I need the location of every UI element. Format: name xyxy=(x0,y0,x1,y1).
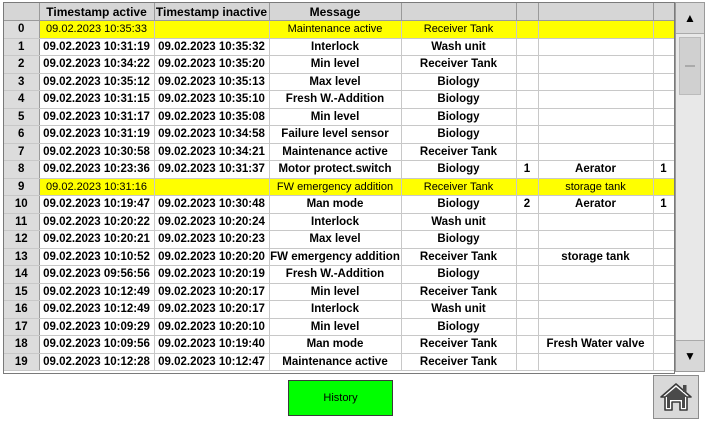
group-cell: Biology xyxy=(401,126,516,144)
object-cell xyxy=(538,283,653,301)
timestamp-inactive-cell: 09.02.2023 10:35:10 xyxy=(154,91,269,109)
row-index-cell: 17 xyxy=(4,318,39,336)
table-row[interactable] xyxy=(4,283,674,301)
table-row[interactable] xyxy=(4,213,674,231)
group-cell: Wash unit xyxy=(401,213,516,231)
flag-cell xyxy=(653,178,674,196)
object-cell xyxy=(538,126,653,144)
timestamp-active-cell: 09.02.2023 10:10:52 xyxy=(39,248,154,266)
group-cell: Biology xyxy=(401,231,516,249)
history-button-label: History xyxy=(323,392,358,404)
row-index-cell: 14 xyxy=(4,266,39,284)
row-index-cell: 5 xyxy=(4,108,39,126)
number-cell xyxy=(516,91,538,109)
flag-cell xyxy=(653,231,674,249)
message-cell: Motor protect.switch xyxy=(269,161,401,179)
message-cell: Min level xyxy=(269,318,401,336)
flag-cell xyxy=(653,38,674,56)
flag-cell: 1 xyxy=(653,196,674,214)
timestamp-active-cell: 09.02.2023 10:20:21 xyxy=(39,231,154,249)
home-icon xyxy=(659,381,693,413)
row-index-cell: 11 xyxy=(4,213,39,231)
object-cell: Fresh Water valve xyxy=(538,336,653,354)
table-row[interactable] xyxy=(4,266,674,284)
table-header-row xyxy=(4,3,674,21)
flag-cell xyxy=(653,56,674,74)
message-cell: Min level xyxy=(269,283,401,301)
triangle-up-icon: ▲ xyxy=(684,11,696,25)
row-index-cell: 13 xyxy=(4,248,39,266)
column-header-number[interactable] xyxy=(516,3,538,21)
message-cell: Maintenance active xyxy=(269,143,401,161)
row-index-cell: 0 xyxy=(4,21,39,39)
timestamp-inactive-cell: 09.02.2023 10:34:21 xyxy=(154,143,269,161)
group-cell: Biology xyxy=(401,91,516,109)
timestamp-inactive-cell: 09.02.2023 10:34:58 xyxy=(154,126,269,144)
group-cell: Receiver Tank xyxy=(401,283,516,301)
alarm-table-container xyxy=(3,2,675,374)
group-cell: Receiver Tank xyxy=(401,21,516,39)
object-cell xyxy=(538,73,653,91)
message-cell: FW emergency addition xyxy=(269,248,401,266)
message-cell: Man mode xyxy=(269,196,401,214)
table-row[interactable] xyxy=(4,108,674,126)
message-cell: Failure level sensor xyxy=(269,126,401,144)
timestamp-inactive-cell: 09.02.2023 10:35:32 xyxy=(154,38,269,56)
number-cell xyxy=(516,126,538,144)
alarm-table xyxy=(4,3,675,371)
group-cell: Biology xyxy=(401,196,516,214)
table-row[interactable] xyxy=(4,231,674,249)
group-cell: Biology xyxy=(401,73,516,91)
timestamp-active-cell: 09.02.2023 10:09:29 xyxy=(39,318,154,336)
table-row[interactable] xyxy=(4,161,674,179)
timestamp-inactive-cell: 09.02.2023 10:31:37 xyxy=(154,161,269,179)
number-cell xyxy=(516,266,538,284)
table-row[interactable] xyxy=(4,318,674,336)
row-index-cell: 6 xyxy=(4,126,39,144)
row-index-cell: 9 xyxy=(4,178,39,196)
timestamp-active-cell: 09.02.2023 10:31:16 xyxy=(39,178,154,196)
number-cell: 1 xyxy=(516,161,538,179)
table-row[interactable] xyxy=(4,143,674,161)
message-cell: Man mode xyxy=(269,336,401,354)
timestamp-active-cell: 09.02.2023 10:31:15 xyxy=(39,91,154,109)
number-cell: 2 xyxy=(516,196,538,214)
group-cell: Receiver Tank xyxy=(401,143,516,161)
number-cell xyxy=(516,248,538,266)
row-index-cell: 7 xyxy=(4,143,39,161)
table-row[interactable] xyxy=(4,38,674,56)
message-cell: Interlock xyxy=(269,38,401,56)
scrollbar-thumb[interactable] xyxy=(679,37,701,95)
number-cell xyxy=(516,231,538,249)
number-cell xyxy=(516,301,538,319)
object-cell xyxy=(538,143,653,161)
message-cell: FW emergency addition xyxy=(269,178,401,196)
timestamp-inactive-cell xyxy=(154,21,269,39)
column-header-timestamp-active[interactable]: Timestamp active xyxy=(39,3,154,21)
timestamp-active-cell: 09.02.2023 10:12:49 xyxy=(39,301,154,319)
timestamp-active-cell: 09.02.2023 10:34:22 xyxy=(39,56,154,74)
message-cell: Fresh W.-Addition xyxy=(269,266,401,284)
timestamp-inactive-cell: 09.02.2023 10:20:17 xyxy=(154,283,269,301)
row-index-cell: 10 xyxy=(4,196,39,214)
table-row[interactable] xyxy=(4,91,674,109)
flag-cell xyxy=(653,21,674,39)
table-row[interactable] xyxy=(4,56,674,74)
group-cell: Wash unit xyxy=(401,301,516,319)
flag-cell xyxy=(653,266,674,284)
number-cell xyxy=(516,143,538,161)
timestamp-active-cell: 09.02.2023 10:09:56 xyxy=(39,336,154,354)
row-index-cell: 12 xyxy=(4,231,39,249)
object-cell: Aerator xyxy=(538,196,653,214)
flag-cell xyxy=(653,318,674,336)
timestamp-active-cell: 09.02.2023 10:35:33 xyxy=(39,21,154,39)
scroll-up-button[interactable] xyxy=(676,3,704,34)
group-cell: Biology xyxy=(401,161,516,179)
number-cell xyxy=(516,56,538,74)
object-cell: Aerator xyxy=(538,161,653,179)
row-index-cell: 15 xyxy=(4,283,39,301)
column-header-index[interactable] xyxy=(4,3,39,21)
flag-cell xyxy=(653,143,674,161)
timestamp-inactive-cell: 09.02.2023 10:12:47 xyxy=(154,353,269,371)
flag-cell xyxy=(653,353,674,371)
object-cell: storage tank xyxy=(538,178,653,196)
timestamp-inactive-cell: 09.02.2023 10:19:40 xyxy=(154,336,269,354)
object-cell xyxy=(538,91,653,109)
number-cell xyxy=(516,108,538,126)
timestamp-active-cell: 09.02.2023 10:31:19 xyxy=(39,126,154,144)
object-cell xyxy=(538,266,653,284)
flag-cell xyxy=(653,283,674,301)
timestamp-active-cell: 09.02.2023 10:31:17 xyxy=(39,108,154,126)
number-cell xyxy=(516,283,538,301)
row-index-cell: 8 xyxy=(4,161,39,179)
table-row[interactable] xyxy=(4,336,674,354)
row-index-cell: 1 xyxy=(4,38,39,56)
column-header-message[interactable]: Message xyxy=(269,3,401,21)
flag-cell xyxy=(653,126,674,144)
message-cell: Min level xyxy=(269,56,401,74)
table-row[interactable] xyxy=(4,21,674,39)
table-row[interactable] xyxy=(4,196,674,214)
flag-cell xyxy=(653,213,674,231)
group-cell: Receiver Tank xyxy=(401,178,516,196)
group-cell: Biology xyxy=(401,108,516,126)
row-index-cell: 2 xyxy=(4,56,39,74)
table-row[interactable] xyxy=(4,248,674,266)
message-cell: Max level xyxy=(269,73,401,91)
timestamp-active-cell: 09.02.2023 09:56:56 xyxy=(39,266,154,284)
table-row[interactable] xyxy=(4,353,674,371)
timestamp-active-cell: 09.02.2023 10:31:19 xyxy=(39,38,154,56)
triangle-down-icon: ▼ xyxy=(684,349,696,363)
home-button[interactable] xyxy=(653,375,699,419)
number-cell xyxy=(516,21,538,39)
message-cell: Maintenance active xyxy=(269,21,401,39)
timestamp-active-cell: 09.02.2023 10:19:47 xyxy=(39,196,154,214)
timestamp-active-cell: 09.02.2023 10:12:49 xyxy=(39,283,154,301)
object-cell: storage tank xyxy=(538,248,653,266)
flag-cell xyxy=(653,301,674,319)
scroll-down-button[interactable] xyxy=(676,340,704,371)
row-index-cell: 18 xyxy=(4,336,39,354)
number-cell xyxy=(516,336,538,354)
flag-cell xyxy=(653,248,674,266)
row-index-cell: 19 xyxy=(4,353,39,371)
flag-cell xyxy=(653,73,674,91)
table-row[interactable] xyxy=(4,73,674,91)
table-row[interactable] xyxy=(4,126,674,144)
object-cell xyxy=(538,56,653,74)
message-cell: Min level xyxy=(269,108,401,126)
table-row[interactable] xyxy=(4,301,674,319)
group-cell: Wash unit xyxy=(401,38,516,56)
object-cell xyxy=(538,213,653,231)
number-cell xyxy=(516,38,538,56)
timestamp-active-cell: 09.02.2023 10:35:12 xyxy=(39,73,154,91)
timestamp-active-cell: 09.02.2023 10:30:58 xyxy=(39,143,154,161)
object-cell xyxy=(538,38,653,56)
number-cell xyxy=(516,353,538,371)
flag-cell xyxy=(653,336,674,354)
group-cell: Receiver Tank xyxy=(401,56,516,74)
timestamp-inactive-cell: 09.02.2023 10:30:48 xyxy=(154,196,269,214)
message-cell: Interlock xyxy=(269,301,401,319)
message-cell: Interlock xyxy=(269,213,401,231)
column-header-flag[interactable] xyxy=(653,3,674,21)
row-index-cell: 4 xyxy=(4,91,39,109)
column-header-timestamp-inactive[interactable]: Timestamp inactive xyxy=(155,4,268,19)
column-header-group[interactable] xyxy=(401,3,516,21)
vertical-scrollbar[interactable] xyxy=(675,2,705,372)
history-button[interactable] xyxy=(288,380,393,416)
group-cell: Receiver Tank xyxy=(401,248,516,266)
table-row[interactable] xyxy=(4,178,674,196)
timestamp-inactive-cell: 09.02.2023 10:20:24 xyxy=(154,213,269,231)
group-cell: Biology xyxy=(401,266,516,284)
group-cell: Receiver Tank xyxy=(401,353,516,371)
timestamp-inactive-cell xyxy=(154,178,269,196)
object-cell xyxy=(538,231,653,249)
timestamp-inactive-cell: 09.02.2023 10:35:20 xyxy=(154,56,269,74)
object-cell xyxy=(538,353,653,371)
timestamp-inactive-cell: 09.02.2023 10:20:17 xyxy=(154,301,269,319)
number-cell xyxy=(516,73,538,91)
message-cell: Fresh W.-Addition xyxy=(269,91,401,109)
timestamp-inactive-cell: 09.02.2023 10:20:20 xyxy=(154,248,269,266)
timestamp-inactive-cell: 09.02.2023 10:20:19 xyxy=(154,266,269,284)
timestamp-inactive-cell: 09.02.2023 10:20:23 xyxy=(154,231,269,249)
flag-cell xyxy=(653,91,674,109)
timestamp-inactive-cell: 09.02.2023 10:35:08 xyxy=(154,108,269,126)
row-index-cell: 16 xyxy=(4,301,39,319)
timestamp-inactive-cell: 09.02.2023 10:20:10 xyxy=(154,318,269,336)
number-cell xyxy=(516,318,538,336)
object-cell xyxy=(538,21,653,39)
column-header-object[interactable] xyxy=(538,3,653,21)
grip-icon xyxy=(685,65,695,67)
number-cell xyxy=(516,178,538,196)
group-cell: Biology xyxy=(401,318,516,336)
timestamp-active-cell: 09.02.2023 10:12:28 xyxy=(39,353,154,371)
object-cell xyxy=(538,318,653,336)
object-cell xyxy=(538,301,653,319)
row-index-cell: 3 xyxy=(4,73,39,91)
flag-cell xyxy=(653,108,674,126)
message-cell: Max level xyxy=(269,231,401,249)
group-cell: Receiver Tank xyxy=(401,336,516,354)
timestamp-inactive-cell: 09.02.2023 10:35:13 xyxy=(154,73,269,91)
number-cell xyxy=(516,213,538,231)
timestamp-active-cell: 09.02.2023 10:23:36 xyxy=(39,161,154,179)
message-cell: Maintenance active xyxy=(269,353,401,371)
flag-cell: 1 xyxy=(653,161,674,179)
object-cell xyxy=(538,108,653,126)
timestamp-active-cell: 09.02.2023 10:20:22 xyxy=(39,213,154,231)
